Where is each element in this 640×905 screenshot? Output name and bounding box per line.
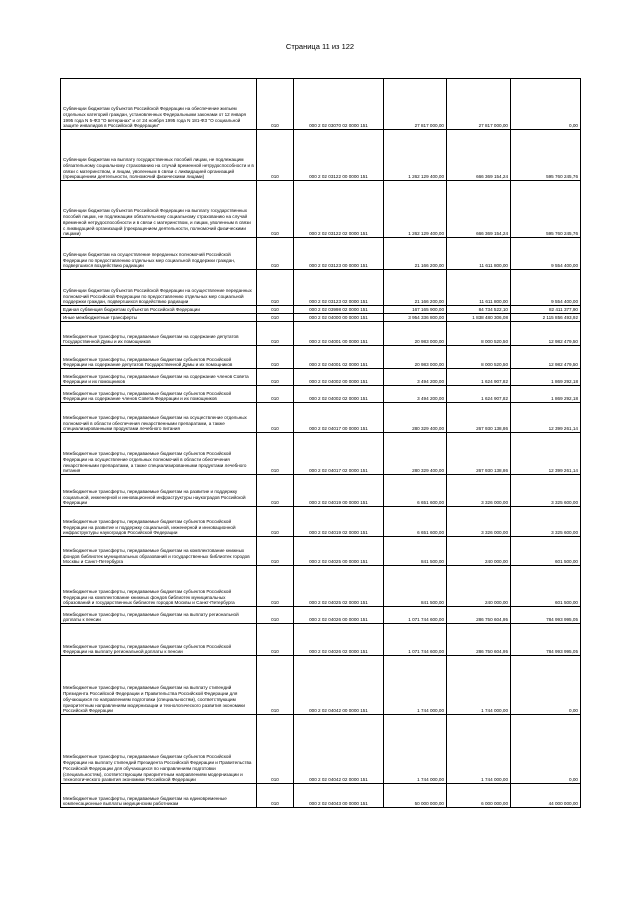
- unexecuted-amount-cell: 12 982 479,50: [511, 346, 581, 369]
- table-row: [61, 314, 581, 322]
- table-row: [61, 507, 581, 537]
- executed-amount-cell: 666 369 154,24: [447, 181, 511, 238]
- income-name-cell: Субвенции бюджетам на выплату государственных пособий лицам, не подлежащим обязательному социальному страхованию на случай временной нетрудоспособности и в связи с материнством, и лицам, уволенным в связи с ликвидацией организаций (прекращением деятельности, полномочий физическими лицами): [61, 130, 257, 181]
- budget-classification-code-cell: 000 2 02 04017 00 0000 151: [294, 403, 384, 433]
- income-name-cell: Межбюджетные трансферты, передаваемые бюджетам на осуществление отдельных полномочий в области обеспечения лекарственными препаратами, а также специализированными продуктами лечебного питания: [61, 403, 257, 433]
- approved-amount-cell: 20 983 000,00: [384, 346, 447, 369]
- executed-amount-cell: 286 750 604,95: [447, 607, 511, 624]
- budget-classification-code-cell: 000 2 02 03070 02 0000 151: [294, 79, 384, 130]
- page-number-header: Страница 11 из 122: [285, 42, 355, 51]
- unexecuted-amount-cell: 9 554 400,00: [511, 270, 581, 306]
- executed-amount-cell: 267 930 138,86: [447, 403, 511, 433]
- unexecuted-amount-cell: 12 399 261,14: [511, 433, 581, 475]
- unexecuted-amount-cell: 12 982 479,50: [511, 322, 581, 346]
- approved-amount-cell: 1 262 129 400,00: [384, 181, 447, 238]
- line-code-cell: 010: [257, 475, 294, 507]
- line-code-cell: 010: [257, 130, 294, 181]
- unexecuted-amount-cell: 595 760 245,76: [511, 130, 581, 181]
- line-code-cell: 010: [257, 715, 294, 784]
- unexecuted-amount-cell: 784 993 995,05: [511, 607, 581, 624]
- executed-amount-cell: 11 611 800,00: [447, 238, 511, 270]
- budget-classification-code-cell: 000 2 02 03998 02 0000 151: [294, 306, 384, 314]
- budget-classification-code-cell: 000 2 02 04019 02 0000 151: [294, 507, 384, 537]
- line-code-cell: 010: [257, 403, 294, 433]
- line-code-cell: 010: [257, 314, 294, 322]
- budget-execution-table: [60, 78, 581, 808]
- approved-amount-cell: 1 262 129 400,00: [384, 130, 447, 181]
- table-row: [61, 322, 581, 346]
- approved-amount-cell: 21 166 200,00: [384, 270, 447, 306]
- budget-classification-code-cell: 000 2 02 04025 00 0000 151: [294, 537, 384, 566]
- table-row: [61, 79, 581, 130]
- unexecuted-amount-cell: 0,00: [511, 715, 581, 784]
- table-row: [61, 607, 581, 624]
- budget-classification-code-cell: 000 2 02 04043 00 0000 151: [294, 784, 384, 808]
- budget-classification-code-cell: 000 2 02 03123 02 0000 151: [294, 270, 384, 306]
- table-row: [61, 715, 581, 784]
- line-code-cell: 010: [257, 607, 294, 624]
- income-name-cell: Межбюджетные трансферты, передаваемые бюджетам субъектов Российской Федерации на комплектование книжных фондов библиотек муниципальных образований и государственных библиотек городов Москвы и Санкт-Петербурга: [61, 566, 257, 607]
- income-name-cell: Межбюджетные трансферты, передаваемые бюджетам на развитие и поддержку социальной, инженерной и инновационной инфраструктуры наукоградов Российской Федерации: [61, 475, 257, 507]
- line-code-cell: 010: [257, 656, 294, 715]
- executed-amount-cell: 267 930 138,86: [447, 433, 511, 475]
- budget-classification-code-cell: 000 2 02 04001 02 0000 151: [294, 346, 384, 369]
- unexecuted-amount-cell: 44 000 000,00: [511, 784, 581, 808]
- executed-amount-cell: 8 000 520,50: [447, 322, 511, 346]
- table-row: [61, 270, 581, 306]
- approved-amount-cell: 50 000 000,00: [384, 784, 447, 808]
- budget-classification-code-cell: 000 2 02 04000 00 0000 151: [294, 314, 384, 322]
- table-row: [61, 784, 581, 808]
- executed-amount-cell: 286 750 604,95: [447, 624, 511, 656]
- budget-classification-code-cell: 000 2 02 04025 02 0000 151: [294, 566, 384, 607]
- unexecuted-amount-cell: 595 760 245,76: [511, 181, 581, 238]
- approved-amount-cell: 1 071 744 600,00: [384, 607, 447, 624]
- budget-classification-code-cell: 000 2 02 03123 00 0000 151: [294, 238, 384, 270]
- budget-classification-code-cell: 000 2 02 03122 02 0000 151: [294, 181, 384, 238]
- budget-classification-code-cell: 000 2 02 04001 00 0000 151: [294, 322, 384, 346]
- income-name-cell: Межбюджетные трансферты, передаваемые бюджетам субъектов Российской Федерации на осуществление отдельных полномочий в области обеспечения лекарственными препаратами, а также специализированными продуктами лечебного питания: [61, 433, 257, 475]
- budget-classification-code-cell: 000 2 02 04042 00 0000 151: [294, 656, 384, 715]
- unexecuted-amount-cell: 601 500,00: [511, 566, 581, 607]
- executed-amount-cell: 8 000 520,50: [447, 346, 511, 369]
- income-name-cell: Межбюджетные трансферты, передаваемые бюджетам на выплату региональной доплаты к пенсии: [61, 607, 257, 624]
- unexecuted-amount-cell: 2 115 856 493,92: [511, 314, 581, 322]
- line-code-cell: 010: [257, 270, 294, 306]
- executed-amount-cell: 1 744 000,00: [447, 715, 511, 784]
- income-name-cell: Межбюджетные трансферты, передаваемые бюджетам субъектов Российской Федерации на развитие и поддержку социальной, инженерной и инновационной инфраструктуры наукоградов Российской Федерации: [61, 507, 257, 537]
- line-code-cell: 010: [257, 386, 294, 403]
- table-row: [61, 433, 581, 475]
- executed-amount-cell: 1 624 907,82: [447, 369, 511, 386]
- line-code-cell: 010: [257, 322, 294, 346]
- line-code-cell: 010: [257, 79, 294, 130]
- table-row: [61, 656, 581, 715]
- income-name-cell: Межбюджетные трансферты, передаваемые бюджетам на комплектование книжных фондов библиотек муниципальных образований и государственных библиотек городов Москвы и Санкт-Петербурга: [61, 537, 257, 566]
- unexecuted-amount-cell: 1 869 292,18: [511, 369, 581, 386]
- table-row: [61, 306, 581, 314]
- budget-classification-code-cell: 000 2 02 04026 02 0000 151: [294, 624, 384, 656]
- budget-classification-code-cell: 000 2 02 03122 00 0000 151: [294, 130, 384, 181]
- income-name-cell: Межбюджетные трансферты, передаваемые бюджетам субъектов Российской Федерации на выплату региональной доплаты к пенсии: [61, 624, 257, 656]
- unexecuted-amount-cell: 784 993 995,05: [511, 624, 581, 656]
- income-name-cell: Субвенции бюджетам на осуществление переданных полномочий Российской Федерации по предоставлению отдельных мер социальной поддержки граждан, подвергшихся воздействию радиации: [61, 238, 257, 270]
- approved-amount-cell: 20 983 000,00: [384, 322, 447, 346]
- income-name-cell: Единая субвенция бюджетам субъектов Российской Федерации: [61, 306, 257, 314]
- approved-amount-cell: 280 329 400,00: [384, 433, 447, 475]
- income-name-cell: Межбюджетные трансферты, передаваемые бюджетам на содержание депутатов Государственной Думы и их помощников: [61, 322, 257, 346]
- income-name-cell: Иные межбюджетные трансферты: [61, 314, 257, 322]
- executed-amount-cell: 3 326 000,00: [447, 507, 511, 537]
- approved-amount-cell: 3 494 200,00: [384, 369, 447, 386]
- table-row: [61, 624, 581, 656]
- line-code-cell: 010: [257, 784, 294, 808]
- table-row: [61, 537, 581, 566]
- table-row: [61, 403, 581, 433]
- budget-classification-code-cell: 000 2 02 04002 02 0000 151: [294, 386, 384, 403]
- table-body: [61, 79, 581, 808]
- line-code-cell: 010: [257, 346, 294, 369]
- table-row: [61, 369, 581, 386]
- line-code-cell: 010: [257, 507, 294, 537]
- budget-classification-code-cell: 000 2 02 04019 00 0000 151: [294, 475, 384, 507]
- income-name-cell: Субвенции бюджетам субъектов Российской Федерации на выплату государственных пособий лицам, не подлежащим обязательному социальному страхованию на случай временной нетрудоспособности и в связи с материнством, и лицам, уволенным в связи с ликвидацией организаций (прекращением деятельности, полномочий физическими лицами): [61, 181, 257, 238]
- table-row: [61, 346, 581, 369]
- approved-amount-cell: 167 165 900,00: [384, 306, 447, 314]
- line-code-cell: 010: [257, 624, 294, 656]
- unexecuted-amount-cell: 9 554 400,00: [511, 238, 581, 270]
- line-code-cell: 010: [257, 181, 294, 238]
- approved-amount-cell: 280 329 400,00: [384, 403, 447, 433]
- executed-amount-cell: 1 624 907,82: [447, 386, 511, 403]
- unexecuted-amount-cell: 3 325 600,00: [511, 507, 581, 537]
- line-code-cell: 010: [257, 369, 294, 386]
- approved-amount-cell: 6 651 600,00: [384, 507, 447, 537]
- income-name-cell: Межбюджетные трансферты, передаваемые бюджетам на единовременные компенсационные выплаты медицинским работникам: [61, 784, 257, 808]
- unexecuted-amount-cell: 1 869 292,18: [511, 386, 581, 403]
- approved-amount-cell: 841 500,00: [384, 537, 447, 566]
- unexecuted-amount-cell: 82 411 377,90: [511, 306, 581, 314]
- line-code-cell: 010: [257, 537, 294, 566]
- budget-classification-code-cell: 000 2 02 04042 02 0000 151: [294, 715, 384, 784]
- approved-amount-cell: 1 744 000,00: [384, 656, 447, 715]
- table-row: [61, 238, 581, 270]
- line-code-cell: 010: [257, 238, 294, 270]
- table-row: [61, 566, 581, 607]
- table-row: [61, 475, 581, 507]
- approved-amount-cell: 27 817 000,00: [384, 79, 447, 130]
- executed-amount-cell: 1 838 480 306,08: [447, 314, 511, 322]
- unexecuted-amount-cell: 12 399 261,14: [511, 403, 581, 433]
- executed-amount-cell: 11 611 800,00: [447, 270, 511, 306]
- income-name-cell: Межбюджетные трансферты, передаваемые бюджетам на выплату стипендий Президента Российской Федерации и Правительства Российской Федерации для обучающихся по направлениям подготовки (специальностям), соответствующим приоритетным направлениям модернизации и технологического развития экономики Российской Федерации: [61, 656, 257, 715]
- line-code-cell: 010: [257, 306, 294, 314]
- income-name-cell: Межбюджетные трансферты, передаваемые бюджетам на содержание членов Совета Федерации и их помощников: [61, 369, 257, 386]
- table-row: [61, 386, 581, 403]
- income-name-cell: Межбюджетные трансферты, передаваемые бюджетам субъектов Российской Федерации на выплату стипендий Президента Российской Федерации и Правительства Российской Федерации для обучающихся по направлениям подготовки (специальностям), соответствующим приоритетным направлениям модернизации и технологического развития экономики Российской Федерации: [61, 715, 257, 784]
- budget-classification-code-cell: 000 2 02 04026 00 0000 151: [294, 607, 384, 624]
- line-code-cell: 010: [257, 433, 294, 475]
- income-name-cell: Субвенции бюджетам субъектов Российской Федерации на осуществление переданных полномочий Российской Федерации по предоставлению отдельных мер социальной поддержки граждан, подвергшихся воздействию радиации: [61, 270, 257, 306]
- approved-amount-cell: 1 071 744 600,00: [384, 624, 447, 656]
- executed-amount-cell: 3 326 000,00: [447, 475, 511, 507]
- income-name-cell: Субвенции бюджетам субъектов Российской Федерации на обеспечение жильем отдельных категорий граждан, установленных Федеральными законами от 12 января 1995 года N 5-ФЗ "О ветеранах" и от 24 ноября 1995 года N 181-ФЗ "О социальной защите инвалидов в Российской Федерации": [61, 79, 257, 130]
- executed-amount-cell: 84 734 522,10: [447, 306, 511, 314]
- income-name-cell: Межбюджетные трансферты, передаваемые бюджетам субъектов Российской Федерации на содержание членов Совета Федерации и их помощников: [61, 386, 257, 403]
- approved-amount-cell: 841 500,00: [384, 566, 447, 607]
- table-row: [61, 181, 581, 238]
- executed-amount-cell: 666 369 154,24: [447, 130, 511, 181]
- approved-amount-cell: 3 954 336 800,00: [384, 314, 447, 322]
- executed-amount-cell: 27 817 000,00: [447, 79, 511, 130]
- unexecuted-amount-cell: 601 500,00: [511, 537, 581, 566]
- budget-classification-code-cell: 000 2 02 04017 02 0000 151: [294, 433, 384, 475]
- executed-amount-cell: 240 000,00: [447, 566, 511, 607]
- approved-amount-cell: 6 651 600,00: [384, 475, 447, 507]
- unexecuted-amount-cell: 0,00: [511, 79, 581, 130]
- income-name-cell: Межбюджетные трансферты, передаваемые бюджетам субъектов Российской Федерации на содержание депутатов Государственной Думы и их помощников: [61, 346, 257, 369]
- unexecuted-amount-cell: 3 325 600,00: [511, 475, 581, 507]
- table-row: [61, 130, 581, 181]
- executed-amount-cell: 240 000,00: [447, 537, 511, 566]
- executed-amount-cell: 6 000 000,00: [447, 784, 511, 808]
- approved-amount-cell: 1 744 000,00: [384, 715, 447, 784]
- line-code-cell: 010: [257, 566, 294, 607]
- unexecuted-amount-cell: 0,00: [511, 656, 581, 715]
- budget-classification-code-cell: 000 2 02 04002 00 0000 151: [294, 369, 384, 386]
- executed-amount-cell: 1 744 000,00: [447, 656, 511, 715]
- approved-amount-cell: 21 166 200,00: [384, 238, 447, 270]
- approved-amount-cell: 3 494 200,00: [384, 386, 447, 403]
